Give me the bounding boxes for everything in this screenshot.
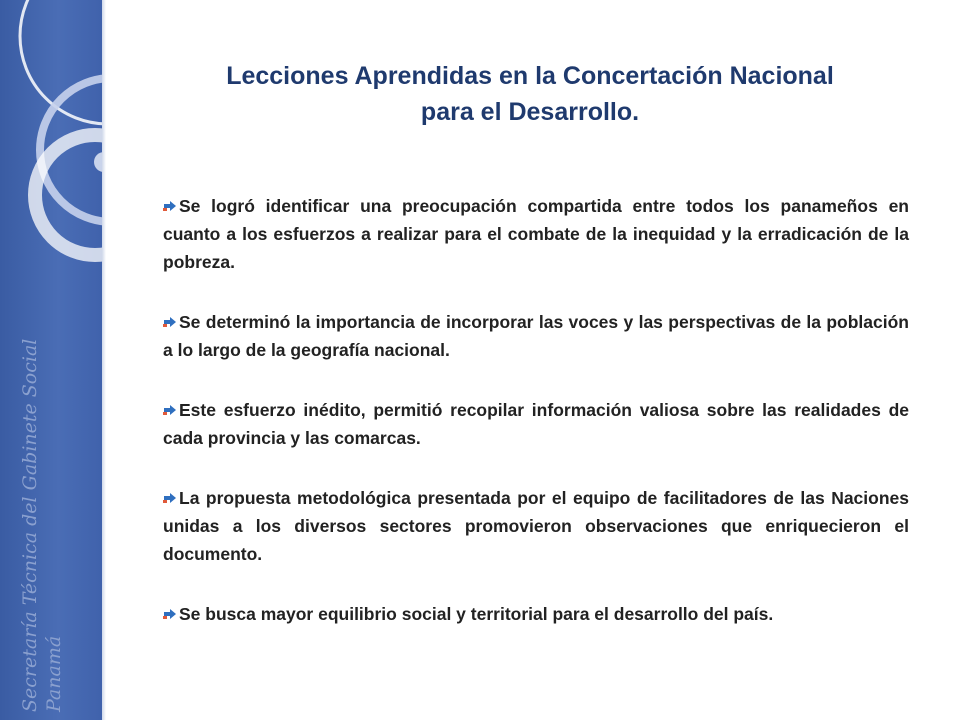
bullet-text: La propuesta metodológica presentada por el equipo de facilitadores de las Naciones unidas a los diversos sectores promovieron observaciones que enriquecieron el documento.: [163, 488, 909, 564]
page-title-line2: para el Desarrollo.: [420, 98, 640, 126]
arrow-bullet-icon: [163, 201, 177, 211]
bullet-item: [163, 308, 909, 364]
sidebar-vertical-text: [18, 312, 66, 712]
bullet-text: Este esfuerzo inédito, permitió recopilar información valiosa sobre las realidades de cada provincia y las comarcas.: [163, 400, 909, 448]
bullet-item: [163, 600, 909, 628]
sidebar-text-line2: Panamá: [43, 635, 65, 712]
bullet-list: [163, 192, 909, 660]
arrow-bullet-icon: [163, 609, 177, 619]
bullet-item: [163, 396, 909, 452]
page-title-line1: Lecciones Aprendidas en la Concertación Nacional: [226, 62, 834, 90]
sidebar-band: [0, 0, 106, 720]
arrow-bullet-icon: [163, 317, 177, 327]
sidebar-text-line1: Secretaría Técnica del Gabinete Social: [19, 338, 41, 712]
bullet-text: Se busca mayor equilibrio social y territorial para el desarrollo del país.: [179, 604, 774, 624]
bullet-text: Se logró identificar una preocupación compartida entre todos los panameños en cuanto a los esfuerzos a realizar para el combate de la inequidad y la erradicación de la pobreza.: [163, 196, 909, 272]
bullet-item: [163, 484, 909, 568]
arrow-bullet-icon: [163, 493, 177, 503]
bullet-text: Se determinó la importancia de incorporar las voces y las perspectivas de la población a lo largo de la geografía nacional.: [163, 312, 909, 360]
bullet-item: [163, 192, 909, 276]
arrow-bullet-icon: [163, 405, 177, 415]
page-title: [130, 58, 930, 130]
